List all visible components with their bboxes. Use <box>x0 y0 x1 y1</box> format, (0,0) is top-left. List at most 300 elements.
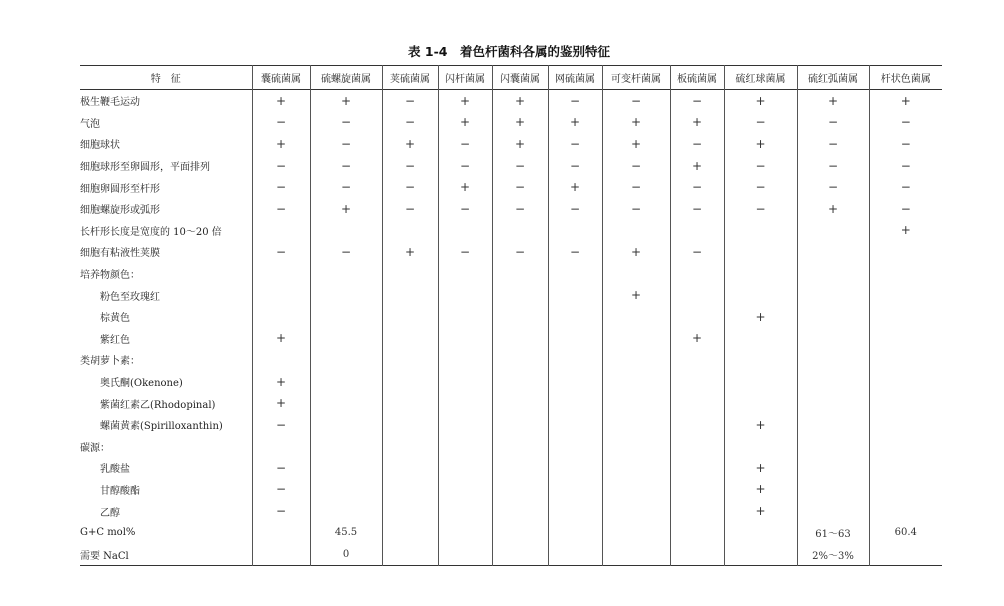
value-cell <box>382 220 438 242</box>
value-cell <box>724 349 797 371</box>
value-cell <box>797 284 869 306</box>
value-cell: + <box>724 479 797 501</box>
value-cell: − <box>492 241 548 263</box>
value-cell: − <box>869 176 942 198</box>
value-cell: − <box>310 155 382 177</box>
value-cell <box>492 349 548 371</box>
value-cell <box>670 263 724 285</box>
value-cell <box>548 349 602 371</box>
value-cell <box>310 306 382 328</box>
value-cell <box>438 371 492 393</box>
value-cell: − <box>797 133 869 155</box>
value-cell <box>869 371 942 393</box>
value-cell <box>438 436 492 458</box>
value-cell <box>252 220 310 242</box>
table-row <box>80 112 942 134</box>
column-header-genus: 板硫菌属 <box>670 66 724 90</box>
value-cell <box>492 543 548 565</box>
value-cell <box>602 500 670 522</box>
value-cell <box>602 479 670 501</box>
value-cell: + <box>252 133 310 155</box>
value-cell: + <box>602 133 670 155</box>
value-cell: − <box>548 133 602 155</box>
value-cell <box>438 284 492 306</box>
table-row <box>80 392 942 414</box>
value-cell <box>382 436 438 458</box>
value-cell <box>602 349 670 371</box>
value-cell: − <box>310 112 382 134</box>
value-cell: + <box>492 112 548 134</box>
feature-cell: 乙醇 <box>100 507 120 519</box>
value-cell <box>310 263 382 285</box>
value-cell <box>869 543 942 565</box>
value-cell: − <box>492 176 548 198</box>
value-cell <box>382 414 438 436</box>
value-cell <box>724 284 797 306</box>
value-cell <box>602 263 670 285</box>
value-cell <box>438 457 492 479</box>
value-cell: − <box>602 90 670 112</box>
value-cell: + <box>438 176 492 198</box>
value-cell <box>724 328 797 350</box>
value-cell <box>670 349 724 371</box>
value-cell: + <box>724 133 797 155</box>
value-cell <box>438 543 492 565</box>
value-cell <box>797 392 869 414</box>
value-cell <box>797 349 869 371</box>
value-cell <box>492 220 548 242</box>
value-cell <box>382 392 438 414</box>
value-cell <box>492 371 548 393</box>
value-cell <box>602 306 670 328</box>
value-cell: + <box>492 90 548 112</box>
value-cell: − <box>252 198 310 220</box>
value-cell: − <box>252 479 310 501</box>
column-header-genus: 荚硫菌属 <box>382 66 438 90</box>
value-cell <box>869 284 942 306</box>
value-cell: + <box>382 133 438 155</box>
feature-cell: 极生鞭毛运动 <box>80 97 140 109</box>
value-cell: 45.5 <box>310 522 382 544</box>
table-row <box>80 328 942 350</box>
value-cell <box>548 284 602 306</box>
value-cell <box>797 479 869 501</box>
value-cell <box>869 241 942 263</box>
value-cell: 2%～3% <box>797 543 869 565</box>
table-row <box>80 155 942 177</box>
table-row <box>80 220 942 242</box>
value-cell <box>438 414 492 436</box>
value-cell <box>869 328 942 350</box>
value-cell: + <box>724 306 797 328</box>
value-cell: − <box>252 155 310 177</box>
value-cell: + <box>310 198 382 220</box>
value-cell <box>438 220 492 242</box>
value-cell: − <box>548 198 602 220</box>
value-cell: − <box>724 198 797 220</box>
table-row <box>80 176 942 198</box>
value-cell <box>382 522 438 544</box>
table-row <box>80 284 942 306</box>
value-cell <box>670 479 724 501</box>
value-cell <box>670 392 724 414</box>
value-cell: + <box>670 112 724 134</box>
value-cell: − <box>724 155 797 177</box>
value-cell <box>548 479 602 501</box>
value-cell: − <box>252 414 310 436</box>
value-cell <box>382 457 438 479</box>
value-cell: + <box>724 457 797 479</box>
value-cell <box>869 436 942 458</box>
value-cell <box>548 328 602 350</box>
value-cell <box>548 414 602 436</box>
value-cell: − <box>869 133 942 155</box>
value-cell <box>670 414 724 436</box>
table-row <box>80 263 942 285</box>
value-cell <box>310 436 382 458</box>
feature-cell: 细胞球状 <box>80 140 120 152</box>
value-cell <box>797 263 869 285</box>
value-cell <box>724 241 797 263</box>
value-cell <box>310 392 382 414</box>
value-cell: − <box>797 112 869 134</box>
table-row <box>80 241 942 263</box>
value-cell: − <box>382 90 438 112</box>
value-cell: + <box>438 90 492 112</box>
value-cell <box>252 284 310 306</box>
column-header-genus: 囊硫菌属 <box>252 66 310 90</box>
value-cell <box>869 349 942 371</box>
value-cell <box>869 479 942 501</box>
feature-cell: 细胞螺旋形或弧形 <box>80 205 160 217</box>
value-cell: − <box>670 176 724 198</box>
feature-cell: 奥氏酮(Okenone) <box>100 378 183 390</box>
column-header-genus: 杆状色菌属 <box>869 66 942 90</box>
value-cell <box>602 457 670 479</box>
value-cell: + <box>797 90 869 112</box>
value-cell: − <box>252 112 310 134</box>
value-cell <box>492 306 548 328</box>
value-cell <box>252 543 310 565</box>
value-cell: + <box>548 176 602 198</box>
document-page <box>70 38 948 598</box>
value-cell <box>310 457 382 479</box>
value-cell <box>252 306 310 328</box>
value-cell <box>438 306 492 328</box>
value-cell <box>548 500 602 522</box>
value-cell: − <box>310 176 382 198</box>
value-cell: − <box>252 241 310 263</box>
value-cell <box>382 328 438 350</box>
feature-cell: 紫菌红素乙(Rhodopinal) <box>100 399 216 411</box>
identification-table <box>80 65 942 566</box>
value-cell: − <box>548 90 602 112</box>
value-cell: − <box>382 176 438 198</box>
value-cell <box>438 522 492 544</box>
value-cell: − <box>492 198 548 220</box>
value-cell: − <box>670 133 724 155</box>
value-cell: − <box>869 112 942 134</box>
column-header-genus: 闪囊菌属 <box>492 66 548 90</box>
column-header-genus: 硫红弧菌属 <box>797 66 869 90</box>
value-cell: + <box>670 155 724 177</box>
value-cell <box>492 436 548 458</box>
value-cell: + <box>382 241 438 263</box>
table-header <box>80 66 942 90</box>
value-cell: + <box>252 328 310 350</box>
value-cell <box>382 284 438 306</box>
value-cell <box>310 328 382 350</box>
value-cell <box>670 522 724 544</box>
value-cell <box>492 263 548 285</box>
value-cell <box>602 522 670 544</box>
value-cell: − <box>869 155 942 177</box>
column-header-genus: 可变杆菌属 <box>602 66 670 90</box>
value-cell: − <box>252 176 310 198</box>
table-row <box>80 371 942 393</box>
value-cell: − <box>724 176 797 198</box>
value-cell: − <box>670 198 724 220</box>
value-cell <box>548 457 602 479</box>
value-cell: − <box>602 176 670 198</box>
value-cell <box>724 543 797 565</box>
value-cell <box>869 263 942 285</box>
value-cell <box>797 371 869 393</box>
value-cell <box>869 500 942 522</box>
value-cell <box>382 263 438 285</box>
value-cell <box>670 284 724 306</box>
value-cell: − <box>492 155 548 177</box>
value-cell <box>382 371 438 393</box>
value-cell: − <box>670 241 724 263</box>
value-cell: − <box>438 241 492 263</box>
feature-cell: 甘醇酸酯 <box>100 485 140 497</box>
value-cell <box>670 371 724 393</box>
value-cell <box>670 220 724 242</box>
value-cell: + <box>797 198 869 220</box>
value-cell <box>548 371 602 393</box>
value-cell <box>310 371 382 393</box>
column-header-genus: 硫红球菌属 <box>724 66 797 90</box>
value-cell: − <box>602 198 670 220</box>
value-cell <box>548 306 602 328</box>
value-cell <box>548 220 602 242</box>
value-cell: − <box>382 198 438 220</box>
feature-cell: 长杆形长度是宽度的 10～20 倍 <box>80 226 222 238</box>
table-row <box>80 90 942 112</box>
value-cell <box>492 392 548 414</box>
value-cell: − <box>670 90 724 112</box>
value-cell <box>548 522 602 544</box>
value-cell: + <box>724 90 797 112</box>
value-cell: + <box>252 392 310 414</box>
value-cell <box>724 522 797 544</box>
table-row <box>80 500 942 522</box>
table-row <box>80 198 942 220</box>
table-row <box>80 133 942 155</box>
value-cell <box>382 543 438 565</box>
value-cell: − <box>310 241 382 263</box>
feature-cell: 紫红色 <box>100 334 130 346</box>
value-cell: − <box>548 241 602 263</box>
value-cell <box>724 436 797 458</box>
value-cell: − <box>382 155 438 177</box>
value-cell <box>310 500 382 522</box>
value-cell: − <box>797 155 869 177</box>
value-cell <box>548 263 602 285</box>
value-cell: + <box>670 328 724 350</box>
value-cell <box>382 349 438 371</box>
value-cell <box>382 479 438 501</box>
value-cell: − <box>869 198 942 220</box>
value-cell: 61～63 <box>797 522 869 544</box>
value-cell: + <box>869 90 942 112</box>
value-cell <box>310 479 382 501</box>
value-cell: + <box>492 133 548 155</box>
column-header-feature: 特 征 <box>150 74 181 85</box>
table-row <box>80 349 942 371</box>
table-row <box>80 457 942 479</box>
header-row <box>80 66 942 90</box>
feature-cell: 碳源： <box>80 442 110 454</box>
value-cell: − <box>382 112 438 134</box>
value-cell <box>602 436 670 458</box>
value-cell <box>438 328 492 350</box>
feature-cell: 粉色至玫瑰红 <box>100 291 160 303</box>
feature-cell: 需要 NaCl <box>80 550 129 562</box>
column-header-genus: 网硫菌属 <box>548 66 602 90</box>
value-cell: + <box>724 500 797 522</box>
value-cell <box>670 436 724 458</box>
value-cell: + <box>602 284 670 306</box>
value-cell <box>438 500 492 522</box>
column-header-genus: 硫螺旋菌属 <box>310 66 382 90</box>
value-cell <box>548 543 602 565</box>
value-cell: − <box>548 155 602 177</box>
value-cell <box>724 371 797 393</box>
value-cell <box>797 436 869 458</box>
value-cell <box>869 306 942 328</box>
feature-cell: 螺菌黄素(Spirilloxanthin) <box>100 421 223 433</box>
value-cell <box>602 371 670 393</box>
value-cell <box>797 414 869 436</box>
value-cell <box>492 328 548 350</box>
value-cell: + <box>438 112 492 134</box>
value-cell <box>869 392 942 414</box>
value-cell <box>724 220 797 242</box>
table-row <box>80 436 942 458</box>
value-cell <box>602 220 670 242</box>
value-cell: − <box>438 133 492 155</box>
table-row <box>80 414 942 436</box>
table-row <box>80 479 942 501</box>
feature-cell: 气泡 <box>80 118 100 130</box>
value-cell <box>382 500 438 522</box>
feature-cell: 细胞卵圆形至杆形 <box>80 183 160 195</box>
value-cell: + <box>602 241 670 263</box>
value-cell <box>492 284 548 306</box>
value-cell <box>310 414 382 436</box>
value-cell <box>869 457 942 479</box>
value-cell <box>492 500 548 522</box>
value-cell <box>492 414 548 436</box>
table-row <box>80 522 942 544</box>
value-cell: + <box>602 112 670 134</box>
value-cell <box>724 392 797 414</box>
value-cell <box>797 306 869 328</box>
value-cell: − <box>602 155 670 177</box>
value-cell: − <box>438 155 492 177</box>
value-cell <box>438 392 492 414</box>
value-cell <box>382 306 438 328</box>
value-cell <box>492 522 548 544</box>
value-cell: − <box>438 198 492 220</box>
value-cell <box>252 349 310 371</box>
value-cell: − <box>252 500 310 522</box>
value-cell: + <box>310 90 382 112</box>
value-cell <box>670 500 724 522</box>
value-cell <box>252 263 310 285</box>
value-cell <box>670 306 724 328</box>
value-cell: 0 <box>310 543 382 565</box>
value-cell <box>310 349 382 371</box>
value-cell <box>548 392 602 414</box>
value-cell: + <box>869 220 942 242</box>
value-cell: + <box>724 414 797 436</box>
table-body <box>80 90 942 566</box>
feature-cell: 细胞球形至卵圆形，平面排列 <box>80 162 210 174</box>
value-cell <box>797 328 869 350</box>
feature-cell: G+C mol% <box>80 527 136 539</box>
value-cell: − <box>310 133 382 155</box>
value-cell <box>492 457 548 479</box>
feature-cell: 乳酸盐 <box>100 464 130 476</box>
value-cell <box>548 436 602 458</box>
value-cell: 60.4 <box>869 522 942 544</box>
table-row <box>80 543 942 565</box>
value-cell <box>797 220 869 242</box>
value-cell <box>724 263 797 285</box>
value-cell: + <box>252 371 310 393</box>
column-header-genus: 闪杆菌属 <box>438 66 492 90</box>
table-row <box>80 306 942 328</box>
feature-cell: 类胡萝卜素： <box>80 356 140 368</box>
value-cell <box>438 479 492 501</box>
table-title: 表 1-4 着色杆菌科各属的鉴别特征 <box>408 44 610 59</box>
value-cell <box>797 241 869 263</box>
value-cell: + <box>548 112 602 134</box>
value-cell: − <box>797 176 869 198</box>
value-cell <box>869 414 942 436</box>
value-cell: + <box>252 90 310 112</box>
value-cell <box>438 263 492 285</box>
feature-cell: 细胞有粘液性荚膜 <box>80 248 160 260</box>
value-cell: − <box>724 112 797 134</box>
value-cell <box>797 457 869 479</box>
value-cell <box>670 457 724 479</box>
value-cell <box>602 392 670 414</box>
value-cell <box>602 328 670 350</box>
value-cell <box>492 479 548 501</box>
value-cell <box>602 543 670 565</box>
value-cell <box>670 543 724 565</box>
value-cell <box>310 284 382 306</box>
value-cell <box>438 349 492 371</box>
value-cell: − <box>252 457 310 479</box>
value-cell <box>797 500 869 522</box>
value-cell <box>252 436 310 458</box>
value-cell <box>602 414 670 436</box>
